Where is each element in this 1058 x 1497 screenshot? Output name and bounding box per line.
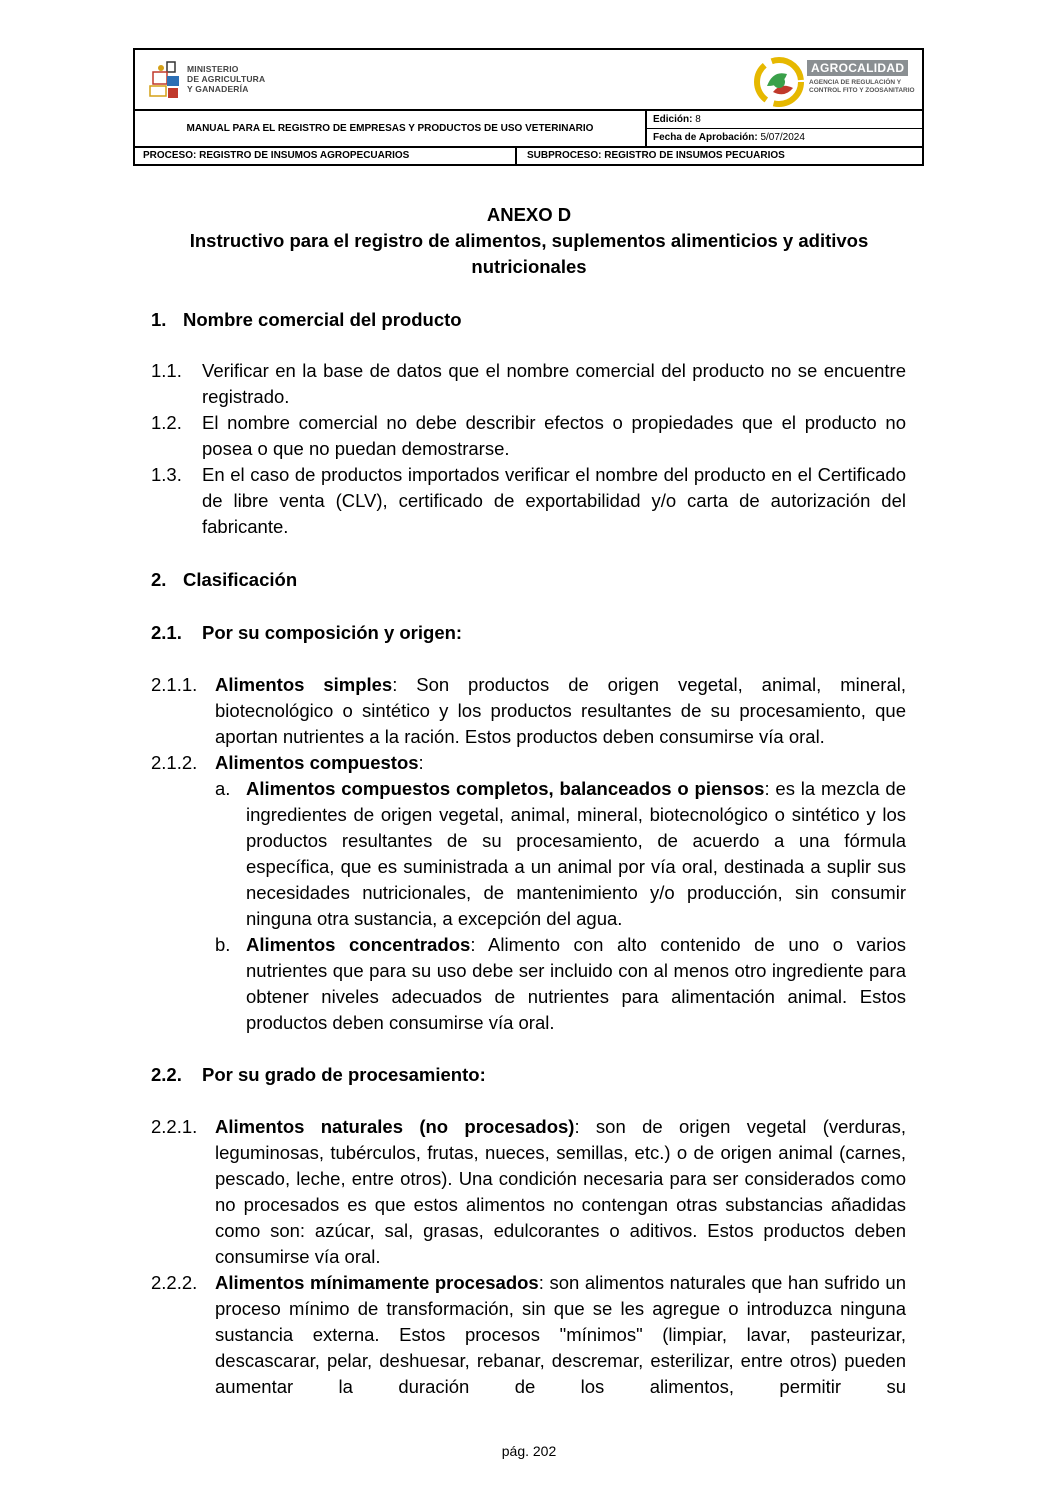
- item-2-1-2-term: Alimentos compuestos: [215, 752, 419, 773]
- item-b-marker: b.: [215, 934, 231, 955]
- item-2-2-1-term: Alimentos naturales (no procesados): [215, 1116, 575, 1137]
- item-1-3-number: 1.3.: [151, 464, 182, 485]
- item-2-1-1-number: 2.1.1.: [151, 674, 198, 695]
- section-2-title: Clasificación: [183, 569, 298, 590]
- agrocalidad-logo: [753, 56, 918, 108]
- edition-cell: [647, 111, 922, 129]
- item-2-1-2-number: 2.1.2.: [151, 752, 198, 773]
- agency-subtitle: AGENCIA DE REGULACIÓN Y CONTROL FITO Y ZOOSANITARIO: [809, 79, 915, 94]
- item-2-1-1-term: Alimentos simples: [215, 674, 393, 695]
- item-1-1-number: 1.1.: [151, 360, 182, 381]
- item-2-2-2-number: 2.2.2.: [151, 1272, 198, 1293]
- item-2-1-1-definition: : Son productos de origen vegetal, animal, mineral, biotecnológico o sintético y los productos resultantes de su procesamiento, que aportan nutrientes a la ración. Estos productos deben consumirse vía oral.: [215, 674, 906, 747]
- agrocalidad-emblem-icon: [753, 56, 805, 108]
- item-a-definition: : es la mezcla de ingredientes de origen vegetal, animal, mineral, biotecnológico o sintético y los productos resultantes de su procesamiento, de acuerdo a una fórmula específica, que es suministrada a un animal por vía oral, destinada a suplir sus necesidades nutricionales, de mantenimiento y/o producción, sin consumir ninguna otra sustancia, a excepción del agua.: [246, 778, 906, 929]
- section-2-number: 2.: [151, 569, 167, 590]
- header-process-row: [135, 148, 922, 166]
- item-2-2-2-text: [215, 1270, 906, 1400]
- edition-value: 8: [695, 114, 701, 125]
- ministry-emblem-icon: [147, 60, 187, 102]
- agency-name: AGROCALIDAD: [807, 60, 908, 76]
- approval-date-cell: [647, 129, 922, 147]
- item-a-text: [246, 776, 906, 932]
- section-1-title: Nombre comercial del producto: [183, 309, 462, 330]
- document-title-line-1: Instructivo para el registro de alimentos, suplementos alimenticios y aditivos: [189, 230, 869, 251]
- item-a-marker: a.: [215, 778, 231, 799]
- item-b-term: Alimentos concentrados: [246, 934, 471, 955]
- section-2-2-title: Por su grado de procesamiento:: [202, 1064, 486, 1085]
- item-1-3-text: En el caso de productos importados verificar el nombre del producto en el Certificado de libre venta (CLV), certificado de exportabilidad y/o carta de autorización del fabricante.: [202, 464, 906, 537]
- item-2-1-2-colon: :: [418, 752, 424, 773]
- document-title-line-2: nutricionales: [471, 256, 587, 277]
- edition-label: Edición:: [653, 114, 693, 125]
- item-b-definition: : Alimento con alto contenido de uno o varios nutrientes que para su uso debe ser incluido con al menos otro ingrediente para obtener niveles adecuados de nutrientes para alimentación animal. Estos productos deben consumirse vía oral.: [246, 934, 906, 1033]
- subprocess-cell: SUBPROCESO: REGISTRO DE INSUMOS PECUARIOS: [527, 150, 785, 161]
- item-b-text: [246, 932, 906, 1036]
- item-2-2-1-text: [215, 1114, 906, 1270]
- annex-title: ANEXO D: [486, 204, 572, 225]
- approval-label: Fecha de Aprobación:: [653, 132, 758, 143]
- approval-value: 5/07/2024: [760, 132, 805, 143]
- item-2-2-2-definition: : son alimentos naturales que han sufrido un proceso mínimo de transformación, sin que se les agregue o introduzca ninguna sustancia externa. Estos procesos "mínimos" (limpiar, lavar, pasteurizar, descascarar, pelar, deshuesar, rebanar, descremar, esterilizar, entre otros) pueden aumentar la duración de los alimentos, permitir su: [215, 1272, 906, 1397]
- item-1-1-text: Verificar en la base de datos que el nombre comercial del producto no se encuentre registrado.: [202, 360, 906, 407]
- section-2-1-number: 2.1.: [151, 622, 182, 643]
- document-header: [133, 48, 924, 166]
- header-title-row: [135, 111, 922, 148]
- manual-title: MANUAL PARA EL REGISTRO DE EMPRESAS Y PRODUCTOS DE USO VETERINARIO: [135, 111, 647, 146]
- ministry-logo-text: MINISTERIO DE AGRICULTURA Y GANADERÍA: [187, 64, 266, 94]
- item-1-2-text: El nombre comercial no debe describir efectos o propiedades que el producto no posea o que no puedan demostrarse.: [202, 412, 906, 459]
- item-1-2-number: 1.2.: [151, 412, 182, 433]
- item-2-2-2-term: Alimentos mínimamente procesados: [215, 1272, 539, 1293]
- section-2-2-number: 2.2.: [151, 1064, 182, 1085]
- header-logo-row: [135, 50, 922, 111]
- item-2-2-1-definition: : son de origen vegetal (verduras, leguminosas, tubérculos, frutas, nueces, semillas, etc.) o de origen animal (carnes, pescado, leche, entre otros). Una condición necesaria para ser considerados como no procesados es que estos alimentos no contengan otras substancias añadidas como son: azúcar, sal, grasas, edulcorantes o aditivos. Estos productos deben consumirse vía oral.: [215, 1116, 907, 1267]
- item-2-1-2-text: [215, 750, 424, 776]
- section-2-1-title: Por su composición y origen:: [202, 622, 463, 643]
- item-2-2-1-number: 2.2.1.: [151, 1116, 198, 1137]
- ministry-logo: [147, 60, 267, 102]
- section-1-number: 1.: [151, 309, 167, 330]
- page-number: pág. 202: [501, 1443, 557, 1459]
- process-cell: PROCESO: REGISTRO DE INSUMOS AGROPECUARIOS: [135, 148, 517, 166]
- item-a-term: Alimentos compuestos completos, balanceados o piensos: [246, 778, 765, 799]
- item-2-1-1-text: [215, 672, 906, 750]
